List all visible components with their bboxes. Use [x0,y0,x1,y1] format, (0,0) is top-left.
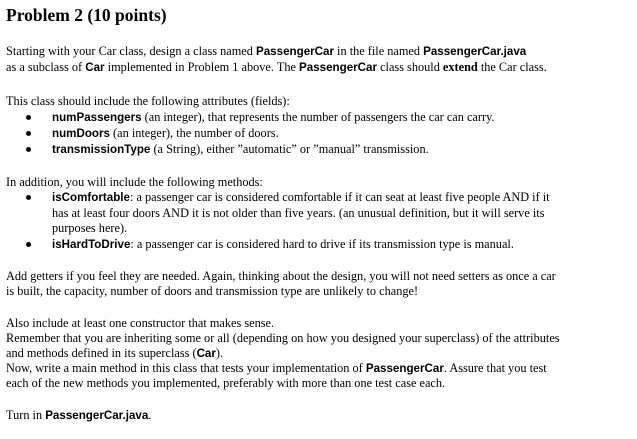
methods-intro: In addition, you will include the following methods: [6,175,263,189]
attribute-desc: (an integer), the number of doors. [109,126,279,140]
bullet-icon [26,115,31,120]
bullet-icon [26,131,31,136]
bullet-icon [26,242,31,247]
code-class-name: PassengerCar [256,45,334,58]
method-desc-cont: has at least four doors AND it is not older than five years. (an unusual definition, but it will serve its [52,206,545,220]
method-desc-cont: purposes here). [52,221,128,235]
getters-line-1: Add getters if you feel they are needed. Again, thinking about the design, you will not need setters as once a car [6,269,556,283]
attribute-name: transmissionType [52,143,151,156]
inherit-line-1: Remember that you are inheriting some or all (depending on how you designed your superclass) of the attributes [6,331,560,345]
attribute-name: numDoors [52,127,110,140]
code-superclass: Car [196,347,216,360]
text: Turn in [6,408,46,422]
text: class should [377,60,443,74]
text: in the file named [333,44,424,58]
code-class-name: PassengerCar [365,362,444,375]
bullet-icon [26,147,31,152]
intro-line-2 [6,60,547,75]
turn-in-line [6,408,151,423]
text: and methods defined in its superclass ( [6,346,197,360]
attribute-desc: (a String), either ”automatic” or ”manual” transmission. [150,142,429,156]
text: as a subclass of [6,60,86,74]
intro-line-1 [6,44,526,59]
text: the Car class. [477,60,547,74]
code-superclass: Car [85,61,105,74]
constructor-line: Also include at least one constructor that makes sense. [6,316,275,330]
code-file-name: PassengerCar.java [423,45,527,58]
main-method-line-1 [6,361,547,376]
attribute-name: numPassengers [52,111,142,124]
method-name: isComfortable [52,191,130,204]
text: . Assure that you test [443,361,547,375]
code-file-name: PassengerCar.java [45,409,149,422]
bold-keyword: extend [442,60,478,74]
bullet-icon [26,195,31,200]
text: implemented in Problem 1 above. The [104,60,300,74]
text: Now, write a main method in this class that tests your implementation of [6,361,366,375]
method-name: isHardToDrive [52,238,131,251]
text: . [148,408,152,422]
getters-line-2: is built, the capacity, number of doors and transmission type are unlikely to change! [6,284,419,298]
code-class-name: PassengerCar [299,61,377,74]
attribute-desc: (an integer), that represents the number of passengers the car can carry. [141,110,495,124]
main-method-line-2: each of the new methods you implemented, preferably with more than one test case each. [6,376,446,390]
text: ). [215,346,224,360]
method-desc: : a passenger car is considered hard to drive if its transmission type is manual. [130,237,514,251]
method-desc: : a passenger car is considered comfortable if it can seat at least five people AND if it [129,190,550,204]
problem-title: Problem 2 (10 points) [6,5,167,25]
attributes-intro: This class should include the following attributes (fields): [6,94,290,108]
text: Starting with your Car class, design a class named [6,44,256,58]
inherit-line-2 [6,346,223,361]
